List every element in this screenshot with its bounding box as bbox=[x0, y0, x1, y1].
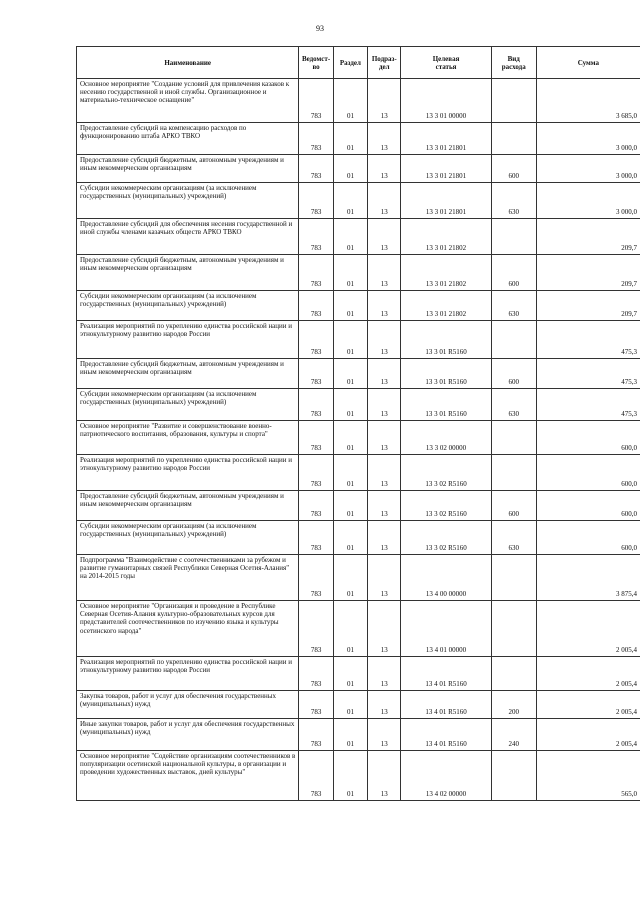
row-article: 13 3 01 21801 bbox=[401, 183, 491, 219]
row-section: 01 bbox=[333, 691, 367, 719]
row-subsection: 13 bbox=[368, 601, 401, 657]
row-article: 13 3 01 21802 bbox=[401, 255, 491, 291]
table-row bbox=[77, 491, 640, 521]
row-expense bbox=[491, 601, 536, 657]
row-section: 01 bbox=[333, 421, 367, 455]
row-article: 13 3 02 R5160 bbox=[401, 455, 491, 491]
page-number: 93 bbox=[316, 24, 324, 33]
table-row bbox=[77, 123, 640, 155]
row-expense: 600 bbox=[491, 155, 536, 183]
row-name: Закупка товаров, работ и услуг для обеспечения государственных (муниципальных) нужд bbox=[77, 691, 299, 719]
header-dept: Ведомст- во bbox=[299, 47, 333, 79]
row-sum: 3 000,0 bbox=[536, 123, 640, 155]
table-row bbox=[77, 359, 640, 389]
row-sum: 209,7 bbox=[536, 255, 640, 291]
row-article: 13 3 01 21801 bbox=[401, 155, 491, 183]
row-article: 13 3 02 R5160 bbox=[401, 521, 491, 555]
row-expense bbox=[491, 321, 536, 359]
row-subsection: 13 bbox=[368, 123, 401, 155]
row-dept: 783 bbox=[299, 321, 333, 359]
table-row bbox=[77, 255, 640, 291]
row-expense: 200 bbox=[491, 691, 536, 719]
row-sum: 2 005,4 bbox=[536, 601, 640, 657]
table-row bbox=[77, 657, 640, 691]
row-section: 01 bbox=[333, 491, 367, 521]
row-sum: 209,7 bbox=[536, 291, 640, 321]
row-expense: 630 bbox=[491, 521, 536, 555]
row-section: 01 bbox=[333, 455, 367, 491]
row-subsection: 13 bbox=[368, 291, 401, 321]
row-sum: 3 875,4 bbox=[536, 555, 640, 601]
row-dept: 783 bbox=[299, 359, 333, 389]
row-expense: 630 bbox=[491, 183, 536, 219]
row-article: 13 4 00 00000 bbox=[401, 555, 491, 601]
row-subsection: 13 bbox=[368, 719, 401, 751]
row-section: 01 bbox=[333, 521, 367, 555]
row-dept: 783 bbox=[299, 691, 333, 719]
row-section: 01 bbox=[333, 389, 367, 421]
row-expense bbox=[491, 79, 536, 123]
table-row bbox=[77, 691, 640, 719]
row-section: 01 bbox=[333, 155, 367, 183]
row-subsection: 13 bbox=[368, 455, 401, 491]
table-row bbox=[77, 521, 640, 555]
header-sum: Сумма bbox=[536, 47, 640, 79]
row-article: 13 4 01 00000 bbox=[401, 601, 491, 657]
row-sum: 600,0 bbox=[536, 421, 640, 455]
row-subsection: 13 bbox=[368, 255, 401, 291]
row-sum: 3 685,0 bbox=[536, 79, 640, 123]
row-dept: 783 bbox=[299, 291, 333, 321]
row-sum: 475,3 bbox=[536, 389, 640, 421]
row-name: Реализация мероприятий по укреплению единства российской нации и этнокультурному развитию народов России bbox=[77, 455, 299, 491]
row-name: Субсидии некоммерческим организациям (за исключением государственных (муниципальных) учреждений) bbox=[77, 521, 299, 555]
header-expense: Вид расхода bbox=[491, 47, 536, 79]
row-expense: 240 bbox=[491, 719, 536, 751]
row-dept: 783 bbox=[299, 123, 333, 155]
row-subsection: 13 bbox=[368, 79, 401, 123]
row-dept: 783 bbox=[299, 155, 333, 183]
row-article: 13 4 01 R5160 bbox=[401, 691, 491, 719]
table-row bbox=[77, 291, 640, 321]
row-subsection: 13 bbox=[368, 491, 401, 521]
row-name: Предоставление субсидий бюджетным, автономным учреждениям и иным некоммерческим организациям bbox=[77, 491, 299, 521]
row-article: 13 3 01 R5160 bbox=[401, 359, 491, 389]
row-name: Основное мероприятие "Создание условий для привлечения казаков к несению государственной и иной службы. Организационное и материально-техническое оснащение" bbox=[77, 79, 299, 123]
row-subsection: 13 bbox=[368, 691, 401, 719]
header-article: Целевая статья bbox=[401, 47, 491, 79]
row-dept: 783 bbox=[299, 79, 333, 123]
row-expense: 600 bbox=[491, 491, 536, 521]
row-dept: 783 bbox=[299, 183, 333, 219]
row-dept: 783 bbox=[299, 751, 333, 801]
row-article: 13 4 01 R5160 bbox=[401, 719, 491, 751]
row-sum: 600,0 bbox=[536, 491, 640, 521]
row-sum: 2 005,4 bbox=[536, 657, 640, 691]
table-row bbox=[77, 79, 640, 123]
row-section: 01 bbox=[333, 751, 367, 801]
row-name: Основное мероприятие "Организация и проведение в Республике Северная Осетия-Алания культурно-образовательных курсов для представителей соотечественников по изучению языка и культуры осетинского народа" bbox=[77, 601, 299, 657]
row-subsection: 13 bbox=[368, 657, 401, 691]
row-subsection: 13 bbox=[368, 155, 401, 183]
header-section: Раздел bbox=[333, 47, 367, 79]
header-subsection: Подраз- дел bbox=[368, 47, 401, 79]
row-name: Предоставление субсидий бюджетным, автономным учреждениям и иным некоммерческим организациям bbox=[77, 255, 299, 291]
table-header-row bbox=[77, 47, 640, 79]
row-expense bbox=[491, 555, 536, 601]
row-name: Реализация мероприятий по укреплению единства российской нации и этнокультурному развитию народов России bbox=[77, 657, 299, 691]
row-section: 01 bbox=[333, 321, 367, 359]
row-sum: 2 005,4 bbox=[536, 691, 640, 719]
row-name: Основное мероприятие "Развитие и совершенствование военно-патриотического воспитания, образования, культуры и спорта" bbox=[77, 421, 299, 455]
row-article: 13 4 02 00000 bbox=[401, 751, 491, 801]
row-subsection: 13 bbox=[368, 389, 401, 421]
row-article: 13 3 01 21802 bbox=[401, 219, 491, 255]
row-sum: 475,3 bbox=[536, 321, 640, 359]
row-expense bbox=[491, 751, 536, 801]
table-row bbox=[77, 455, 640, 491]
row-dept: 783 bbox=[299, 601, 333, 657]
row-subsection: 13 bbox=[368, 183, 401, 219]
row-article: 13 3 01 R5160 bbox=[401, 321, 491, 359]
row-expense: 630 bbox=[491, 389, 536, 421]
row-expense: 630 bbox=[491, 291, 536, 321]
row-section: 01 bbox=[333, 183, 367, 219]
row-name: Реализация мероприятий по укреплению единства российской нации и этнокультурному развитию народов России bbox=[77, 321, 299, 359]
table-row bbox=[77, 219, 640, 255]
row-article: 13 3 02 R5160 bbox=[401, 491, 491, 521]
row-sum: 600,0 bbox=[536, 455, 640, 491]
row-expense bbox=[491, 455, 536, 491]
row-dept: 783 bbox=[299, 491, 333, 521]
row-section: 01 bbox=[333, 719, 367, 751]
row-dept: 783 bbox=[299, 657, 333, 691]
row-sum: 475,3 bbox=[536, 359, 640, 389]
row-sum: 209,7 bbox=[536, 219, 640, 255]
row-expense bbox=[491, 657, 536, 691]
row-dept: 783 bbox=[299, 555, 333, 601]
row-article: 13 3 01 R5160 bbox=[401, 389, 491, 421]
row-name: Основное мероприятие "Содействие организациям соотечественников в популяризации осетинской национальной культуры, в организации и проведении художественных выставок, дней культуры" bbox=[77, 751, 299, 801]
row-section: 01 bbox=[333, 79, 367, 123]
row-name: Предоставление субсидий бюджетным, автономным учреждениям и иным некоммерческим организациям bbox=[77, 359, 299, 389]
row-name: Предоставление субсидий для обеспечения несения государственной и иной службы членами казачьих обществ АРКО ТВКО bbox=[77, 219, 299, 255]
row-name: Предоставление субсидий бюджетным, автономным учреждениям и иным некоммерческим организациям bbox=[77, 155, 299, 183]
row-article: 13 3 02 00000 bbox=[401, 421, 491, 455]
row-dept: 783 bbox=[299, 719, 333, 751]
row-subsection: 13 bbox=[368, 421, 401, 455]
budget-table bbox=[76, 46, 640, 801]
row-article: 13 3 01 21801 bbox=[401, 123, 491, 155]
row-dept: 783 bbox=[299, 421, 333, 455]
row-expense bbox=[491, 219, 536, 255]
row-name: Субсидии некоммерческим организациям (за исключением государственных (муниципальных) учреждений) bbox=[77, 389, 299, 421]
row-subsection: 13 bbox=[368, 555, 401, 601]
row-section: 01 bbox=[333, 657, 367, 691]
row-section: 01 bbox=[333, 601, 367, 657]
row-section: 01 bbox=[333, 123, 367, 155]
row-section: 01 bbox=[333, 255, 367, 291]
table-row bbox=[77, 719, 640, 751]
header-name: Наименование bbox=[77, 47, 299, 79]
row-section: 01 bbox=[333, 291, 367, 321]
table-row bbox=[77, 155, 640, 183]
row-article: 13 3 01 21802 bbox=[401, 291, 491, 321]
table-row bbox=[77, 555, 640, 601]
row-section: 01 bbox=[333, 219, 367, 255]
row-section: 01 bbox=[333, 359, 367, 389]
table-row bbox=[77, 321, 640, 359]
row-article: 13 3 01 00000 bbox=[401, 79, 491, 123]
row-sum: 2 005,4 bbox=[536, 719, 640, 751]
row-expense: 600 bbox=[491, 359, 536, 389]
table-row bbox=[77, 751, 640, 801]
row-expense bbox=[491, 123, 536, 155]
row-name: Иные закупки товаров, работ и услуг для обеспечения государственных (муниципальных) нужд bbox=[77, 719, 299, 751]
row-name: Субсидии некоммерческим организациям (за исключением государственных (муниципальных) учреждений) bbox=[77, 291, 299, 321]
row-expense bbox=[491, 421, 536, 455]
row-dept: 783 bbox=[299, 455, 333, 491]
row-name: Предоставление субсидий на компенсацию расходов по функционированию штаба АРКО ТВКО bbox=[77, 123, 299, 155]
row-subsection: 13 bbox=[368, 751, 401, 801]
row-dept: 783 bbox=[299, 389, 333, 421]
row-section: 01 bbox=[333, 555, 367, 601]
row-subsection: 13 bbox=[368, 359, 401, 389]
table-row bbox=[77, 389, 640, 421]
row-name: Подпрограмма "Взаимодействие с соотечественниками за рубежом и развитие гуманитарных связей Республики Северная Осетия-Алания" на 2014-2015 годы bbox=[77, 555, 299, 601]
row-dept: 783 bbox=[299, 521, 333, 555]
row-name: Субсидии некоммерческим организациям (за исключением государственных (муниципальных) учреждений) bbox=[77, 183, 299, 219]
row-expense: 600 bbox=[491, 255, 536, 291]
table-row bbox=[77, 421, 640, 455]
row-dept: 783 bbox=[299, 255, 333, 291]
row-dept: 783 bbox=[299, 219, 333, 255]
table-row bbox=[77, 183, 640, 219]
row-subsection: 13 bbox=[368, 219, 401, 255]
row-sum: 565,0 bbox=[536, 751, 640, 801]
row-sum: 3 000,0 bbox=[536, 155, 640, 183]
row-subsection: 13 bbox=[368, 321, 401, 359]
row-article: 13 4 01 R5160 bbox=[401, 657, 491, 691]
row-sum: 600,0 bbox=[536, 521, 640, 555]
row-sum: 3 000,0 bbox=[536, 183, 640, 219]
row-subsection: 13 bbox=[368, 521, 401, 555]
table-row bbox=[77, 601, 640, 657]
